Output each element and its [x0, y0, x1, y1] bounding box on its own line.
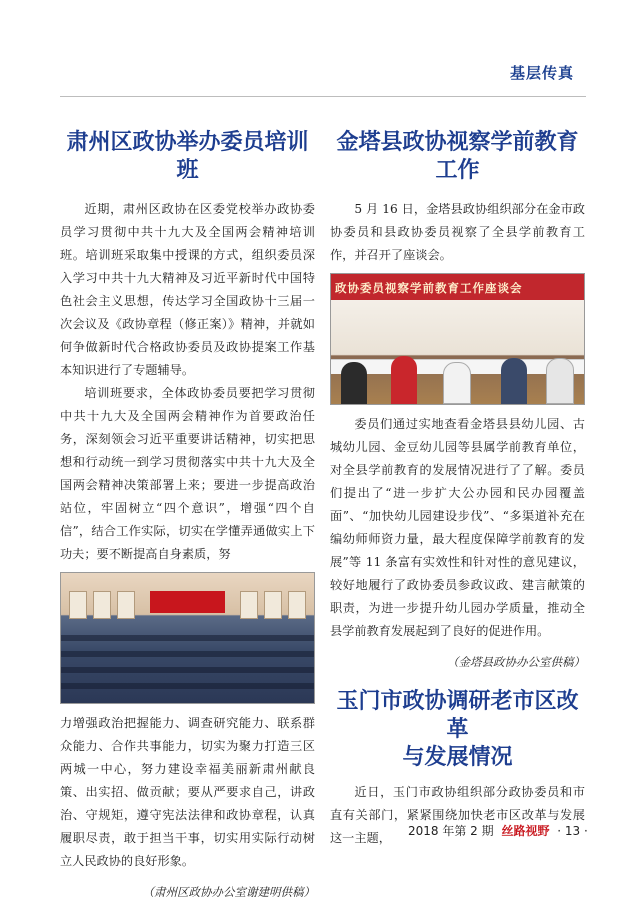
right-column — [330, 128, 585, 850]
header-rule — [60, 96, 586, 97]
article-title-yumen — [330, 687, 585, 771]
left-column — [60, 128, 315, 903]
article-credit: （金塔县政协办公室供稿） — [447, 655, 585, 669]
article-credit: （肃州区政协办公室谢建明供稿） — [142, 885, 315, 899]
title-line: 玉门市政协调研老市区改革 — [336, 688, 579, 742]
section-header-label: 基层传真 — [509, 64, 574, 82]
article-title-suzhou: 肃州区政协举办委员培训班 — [66, 129, 309, 183]
paragraph: 近期，肃州区政协在区委党校举办政协委员学习贯彻中共十九大及全国两会精神培训班。培训班采取集中授课的方式，组织委员深入学习中共十九大精神及习近平新时代中国特色社会主义思想，传达学习全国政协十三届一次会议及《政协章程（修正案）》精神，并就如何争做新时代合格政协委员及政协提案工作基本知识进行了专题辅导。 — [60, 202, 315, 377]
page-footer — [408, 822, 588, 839]
paragraph: 近日，玉门市政协组织部分政协委员和市直有关部门，紧紧围绕加快老市区改革与发展这一主题， — [330, 785, 585, 845]
title-line: 与发展情况 — [402, 744, 513, 770]
paragraph: 5 月 16 日，金塔县政协组织部分在金市政协委员和县政协委员视察了全县学前教育工作，并召开了座谈会。 — [330, 202, 585, 262]
issue-label: 2018 年第 2 期 — [408, 824, 494, 838]
magazine-name: 丝路视野 — [501, 824, 550, 838]
paragraph: 力增强政治把握能力、调查研究能力、联系群众能力、合作共事能力，切实为聚力打造三区两城一中心，努力建设幸福美丽新肃州献良策、出实招、做贡献；要从严要求自己，讲政治、守规矩，遵守宪法法律和政协章程，认真履职尽责，敢于担当干事，切实用实际行动树立人民政协的良好形象。 — [60, 716, 315, 868]
paragraph: 培训班要求，全体政协委员要把学习贯彻中共十九大及全国两会精神作为首要政治任务，深刻领会习近平重要讲话精神，切实把思想和行动统一到学习贯彻落实中共十九大及全国两会精神决策部署上来；要进一步提高政治站位，牢固树立“四个意识”，增强“四个自信”，结合工作实际，切实在学懂弄通做实上下功夫；要不断提高自身素质，努 — [60, 386, 315, 561]
paragraph: 委员们通过实地查看金塔县县幼儿园、古城幼儿园、金豆幼儿园等县属学前教育单位，对全县学前教育的发展情况进行了了解。委员们提出了“进一步扩大公办园和民办园覆盖面”、“加快幼儿园建设步伐”、“多渠道补充在编幼师师资力量，最大程度保障学前教育的发展”等 11 条富有实效性和针对性的意见建议，较好地履行了政协委员参政议政、建言献策的职责，为进一步提升幼儿园办学质量，推动全县学前教育发展起到了良好的促进作用。 — [330, 417, 585, 638]
training-meeting-photo — [60, 572, 315, 704]
photo-banner-text: 政协委员视察学前教育工作座谈会 — [335, 281, 523, 295]
article-title-jinta: 金塔县政协视察学前教育工作 — [336, 129, 579, 183]
page-number: · 13 · — [557, 824, 588, 838]
inspection-meeting-photo — [330, 273, 585, 405]
